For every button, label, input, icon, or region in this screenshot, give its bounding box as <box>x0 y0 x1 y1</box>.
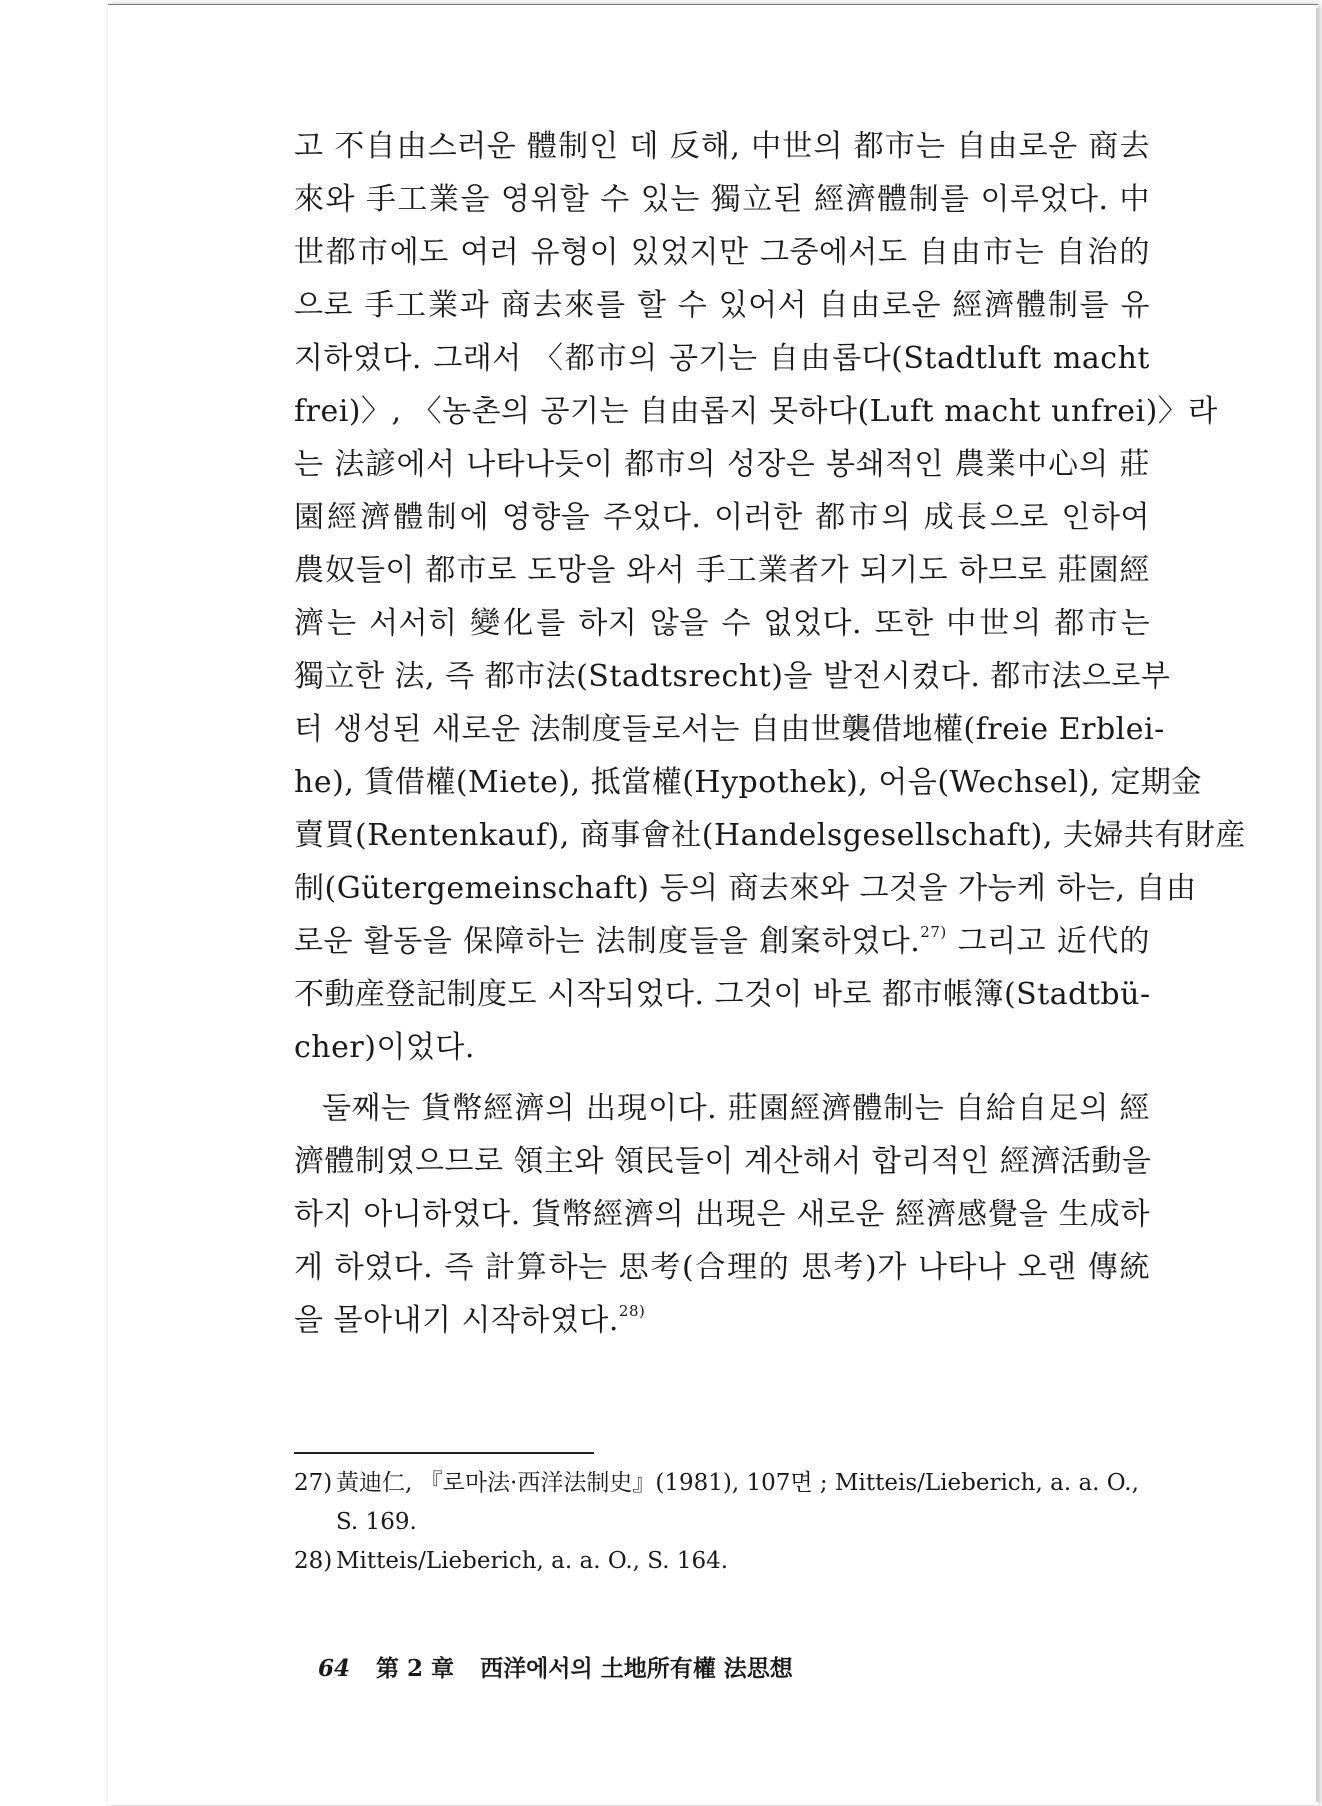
chapter-title: 西洋에서의 土地所有權 法思想 <box>480 1655 793 1682</box>
text-line: 世都市에도 여러 유형이 있었지만 그중에서도 自由市는 自治的 <box>294 235 1150 270</box>
footnote-28 <box>294 1542 1150 1581</box>
chapter-label: 第 2 章 <box>376 1655 455 1682</box>
text-line: 農奴들이 都市로 도망을 와서 手工業者가 되기도 하므로 莊園經 <box>294 553 1150 588</box>
text-line: 으로 手工業과 商去來를 할 수 있어서 自由로운 經濟體制를 유 <box>294 288 1150 323</box>
text-line: 둘째는 貨幣經濟의 出現이다. 莊園經濟體制는 自給自足의 經 <box>322 1091 1150 1126</box>
text-line: 濟는 서서히 變化를 하지 않을 수 없었다. 또한 中世의 都市는 <box>294 606 1150 641</box>
body-text <box>294 120 1246 1347</box>
text-line: 는 法諺에서 나타나듯이 都市의 성장은 봉쇄적인 農業中心의 莊 <box>294 447 1150 482</box>
text-line: 獨立한 法, 즉 都市法(Stadtsrecht)을 발전시켰다. 都市法으로부 <box>294 659 1171 694</box>
text-line: 不動産登記制度도 시작되었다. 그것이 바로 都市帳簿(Stadtbü- <box>294 977 1151 1012</box>
footnote-number: 28) <box>294 1548 333 1574</box>
footnote-reference: 27) <box>920 923 947 941</box>
paragraph-1 <box>294 120 1246 1074</box>
text-line: 하지 아니하였다. 貨幣經濟의 出現은 새로운 經濟感覺을 生成하 <box>294 1197 1150 1232</box>
text-line: he), 賃借權(Miete), 抵當權(Hypothek), 어음(Wechsel), 定期金 <box>294 765 1202 800</box>
page-edge <box>1316 8 1318 1802</box>
footnotes <box>294 1464 1150 1581</box>
text-line: cher)이었다. <box>294 1030 475 1065</box>
footnote-number: 27) <box>294 1470 333 1496</box>
text-line: frei)〉, 〈농촌의 공기는 自由롭지 못하다(Luft macht unfrei)〉라 <box>294 394 1218 429</box>
text-line-with-footnote <box>294 1294 1150 1347</box>
text-line: 지하였다. 그래서 〈都市의 공기는 自由롭다(Stadtluft macht <box>294 341 1150 376</box>
footnote-text: Mitteis/Lieberich, a. a. O., S. 164. <box>336 1548 729 1574</box>
footnote-separator <box>294 1452 594 1454</box>
running-footer <box>318 1650 793 1683</box>
text-line: 게 하였다. 즉 計算하는 思考(合理的 思考)가 나타나 오랜 傳統 <box>294 1250 1150 1285</box>
footnote-reference: 28) <box>618 1302 646 1320</box>
text-line: 濟體制였으므로 領主와 領民들이 계산해서 합리적인 經濟活動을 <box>294 1144 1152 1179</box>
footnote-27 <box>294 1464 1150 1542</box>
text-segment: 로운 활동을 保障하는 法制度들을 創案하였다. <box>294 924 921 959</box>
text-line: 制(Gütergemeinschaft) 등의 商去來와 그것을 가능케 하는, 自由 <box>294 871 1197 906</box>
text-line: 터 생성된 새로운 法制度들로서는 自由世襲借地權(freie Erblei- <box>294 712 1165 747</box>
text-segment: 그리고 近代的 <box>957 924 1150 959</box>
paragraph-2 <box>294 1082 1150 1347</box>
text-line: 賣買(Rentenkauf), 商事會社(Handelsgesellschaft), 夫婦共有財産 <box>294 818 1246 853</box>
footnote-text: 黃迪仁, 『로마法·西洋法制史』(1981), 107면 ; Mitteis/Lieberich, a. a. O., S. 169. <box>336 1470 1139 1535</box>
text-segment: 을 몰아내기 시작하였다. <box>294 1303 619 1338</box>
text-line-with-footnote <box>294 915 1150 968</box>
text-line: 來와 手工業을 영위할 수 있는 獨立된 經濟體制를 이루었다. 中 <box>294 182 1150 217</box>
text-line: 고 不自由스러운 體制인 데 反해, 中世의 都市는 自由로운 商去 <box>294 129 1150 164</box>
text-line: 園經濟體制에 영향을 주었다. 이러한 都市의 成長으로 인하여 <box>294 500 1150 535</box>
page-number: 64 <box>318 1655 351 1682</box>
